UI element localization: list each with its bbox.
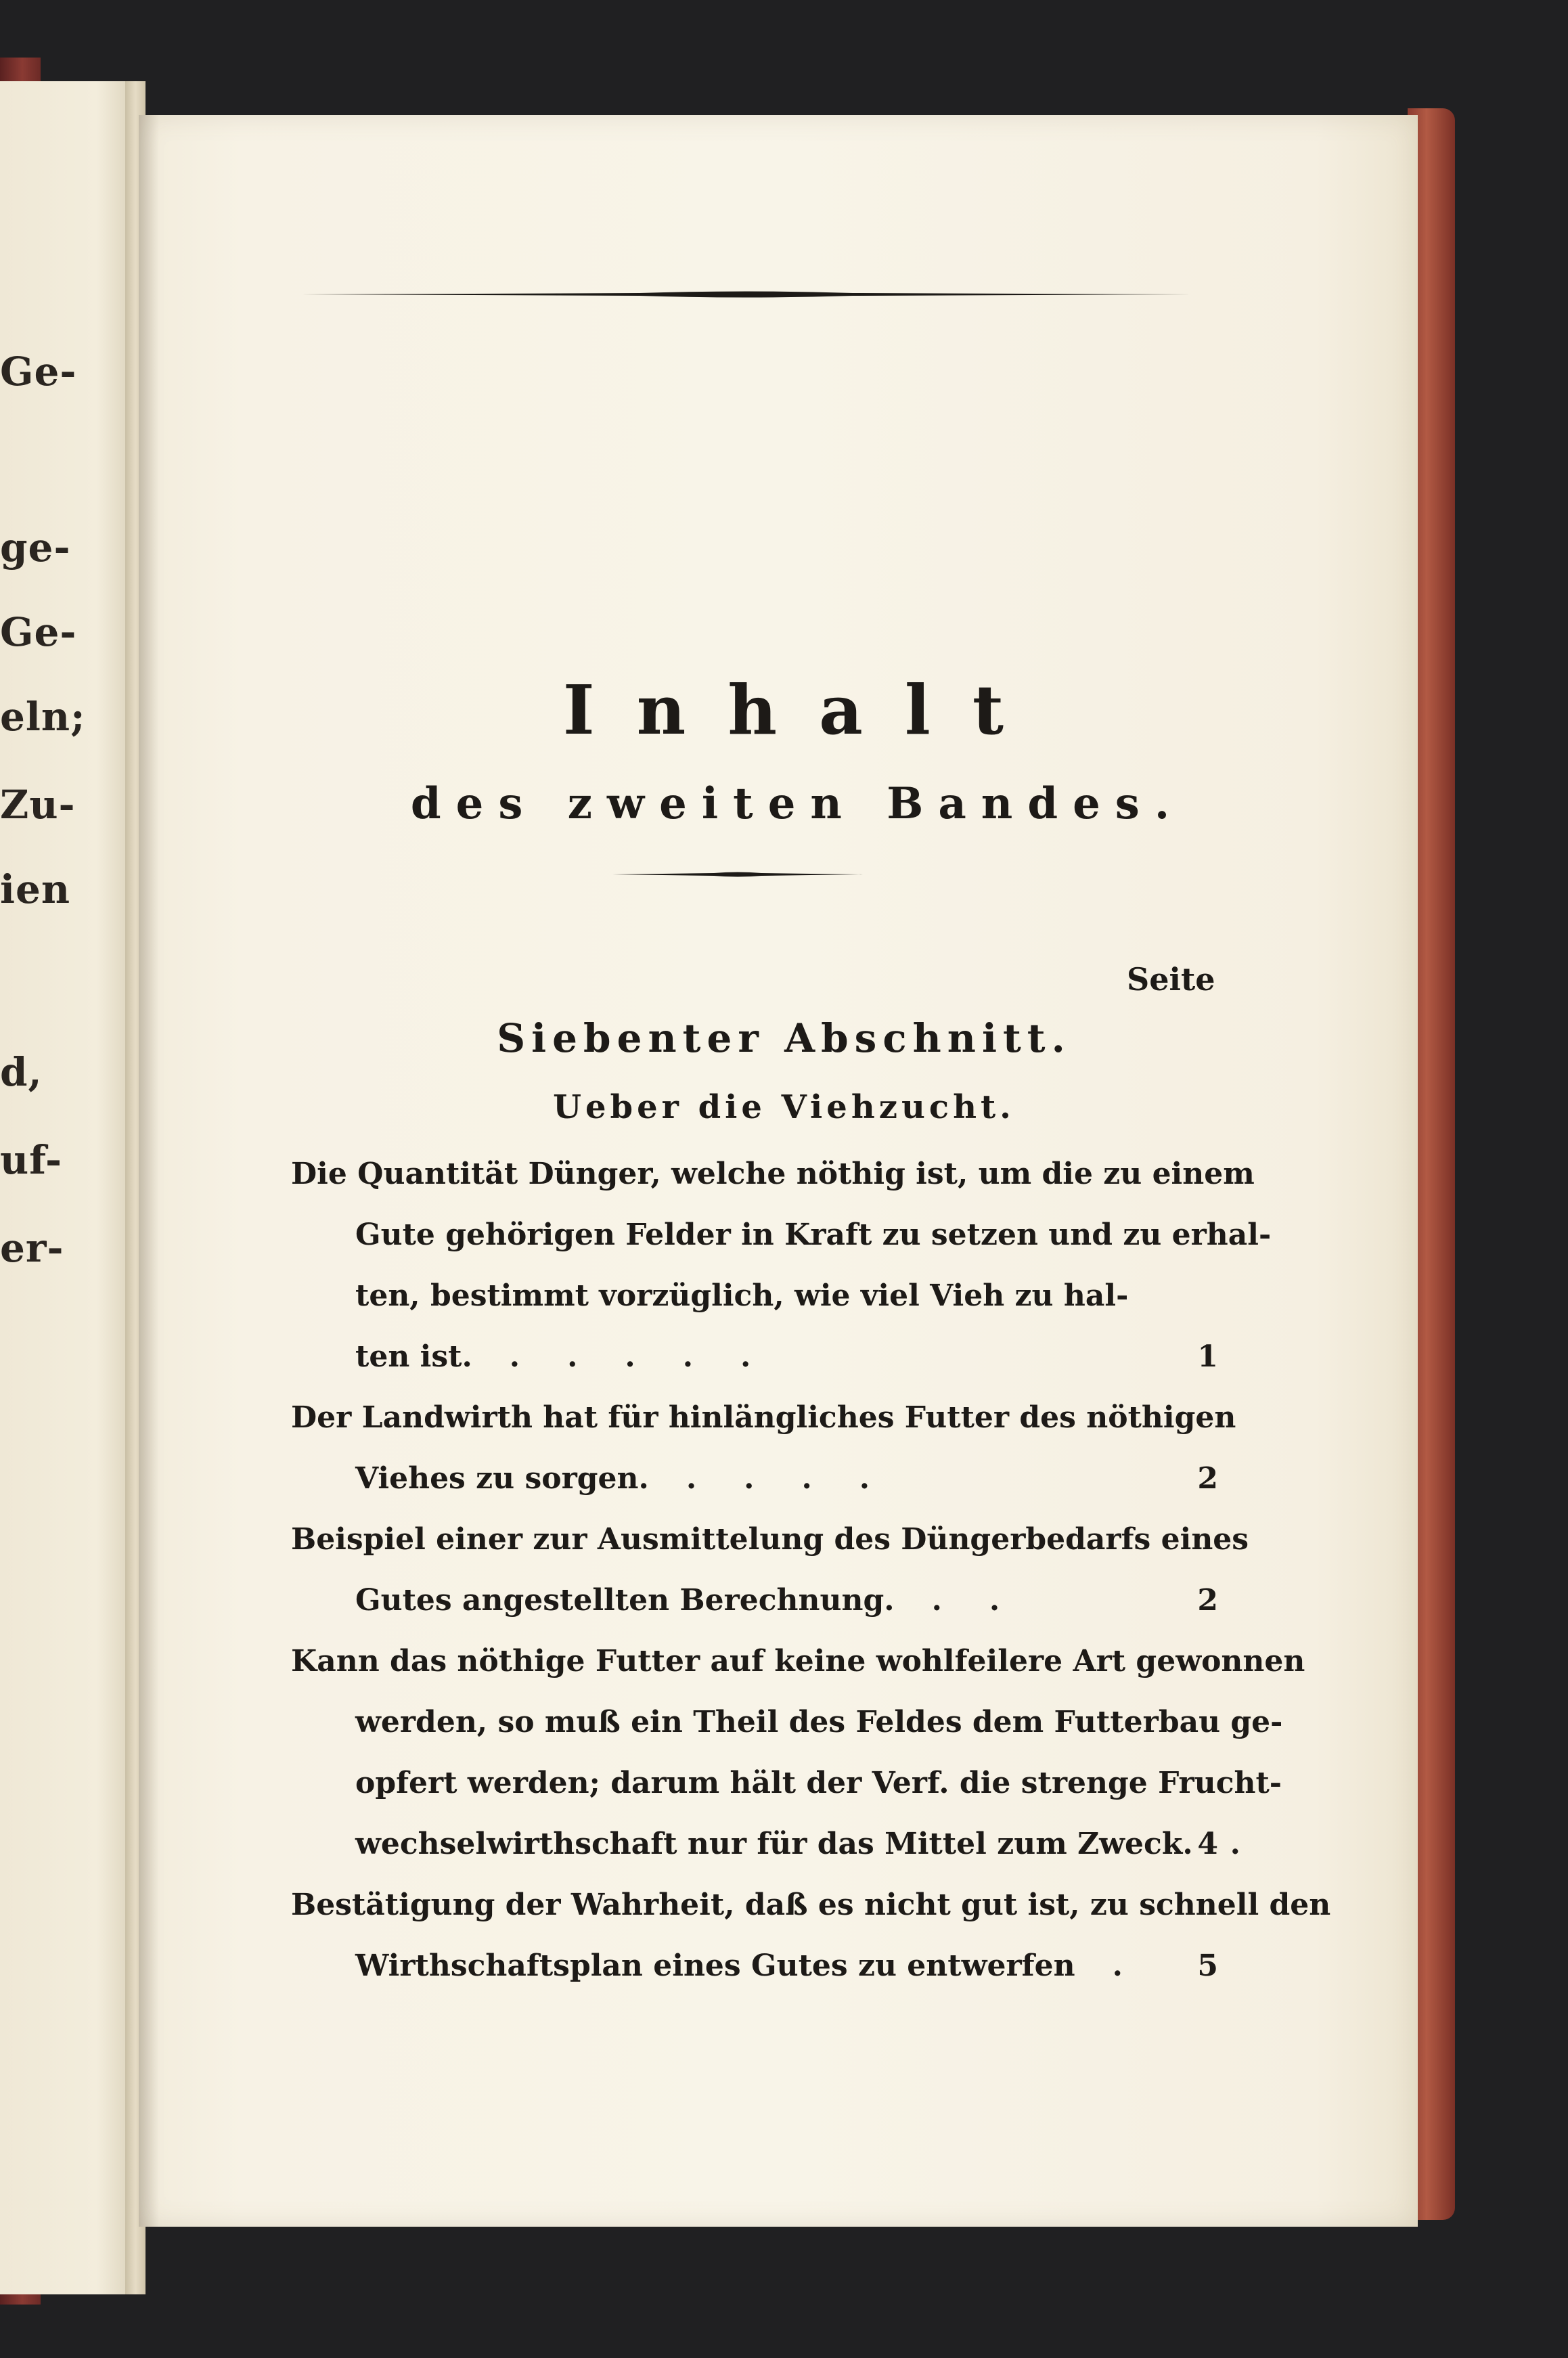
leader-dots: .	[1112, 1949, 1170, 1983]
leader-dots: ....	[686, 1461, 918, 1496]
left-page	[0, 81, 139, 2294]
toc-entry-line	[291, 1509, 1249, 1570]
left-page-fragment: Ge-	[0, 609, 77, 655]
toc-page-number: 1	[1197, 1339, 1218, 1374]
left-page-fragment: uf-	[0, 1137, 63, 1183]
section-subtitle: Ueber die Viehzucht.	[553, 1088, 1015, 1126]
toc-text: Beispiel einer zur Ausmittelung des Düngerbedarfs eines	[291, 1522, 1249, 1557]
leader-dots: .	[1230, 1827, 1288, 1861]
left-page-fragment: ge-	[0, 525, 71, 571]
toc-page-number: 5	[1197, 1949, 1218, 1983]
section-title: Siebenter Abschnitt.	[497, 1015, 1071, 1061]
toc-entry-line	[291, 1631, 1305, 1692]
page-subtitle: des zweiten Bandes.	[410, 778, 1185, 829]
leader-dots: .....	[509, 1339, 799, 1374]
toc-text: Gutes angestellten Berechnung.	[355, 1583, 895, 1618]
toc-text: opfert werden; darum hält der Verf. die strenge Frucht-	[355, 1766, 1282, 1800]
toc-page-number: 2	[1197, 1461, 1218, 1496]
toc-entry-line	[291, 1753, 1282, 1814]
page-title: Inhalt	[562, 670, 1046, 750]
toc-entry-line	[291, 1814, 1288, 1875]
toc-text: Der Landwirth hat für hinlängliches Futter des nöthigen	[291, 1400, 1236, 1435]
page-column-label: Seite	[1127, 961, 1215, 998]
ornamental-rule-middle	[612, 871, 863, 878]
left-page-fragment: d,	[0, 1049, 43, 1095]
left-page-fragment: ien	[0, 866, 71, 912]
toc-entry-line	[291, 1144, 1255, 1205]
toc-entry-line	[291, 1936, 1218, 1997]
toc-text: ten ist.	[355, 1339, 472, 1374]
toc-text: Bestätigung der Wahrheit, daß es nicht gut ist, zu schnell den	[291, 1888, 1331, 1922]
ornamental-rule-top	[301, 290, 1191, 299]
left-page-fragment: er-	[0, 1225, 64, 1271]
toc-entry-line	[291, 1875, 1331, 1936]
toc-entry-line	[291, 1205, 1272, 1266]
toc-text: Wirthschaftsplan eines Gutes zu entwerfen	[355, 1949, 1075, 1983]
table-of-contents	[291, 1144, 1331, 1997]
toc-text: werden, so muß ein Theil des Feldes dem Futterbau ge-	[355, 1705, 1283, 1739]
page-fold-shadow	[139, 115, 159, 2227]
toc-text: ten, bestimmt vorzüglich, wie viel Vieh zu hal-	[355, 1278, 1129, 1313]
left-page-fragment: Zu-	[0, 782, 76, 828]
toc-text: Die Quantität Dünger, welche nöthig ist, um die zu einem	[291, 1157, 1255, 1191]
left-page-fragment: eln;	[0, 694, 86, 740]
toc-entry-line	[291, 1692, 1283, 1753]
toc-text: Viehes zu sorgen.	[355, 1461, 649, 1496]
toc-entry-line	[291, 1448, 1218, 1509]
toc-text: Kann das nöthige Futter auf keine wohlfeilere Art gewonnen	[291, 1644, 1305, 1678]
leader-dots: ..	[931, 1583, 1048, 1618]
toc-page-number: 4	[1197, 1827, 1218, 1861]
toc-entry-line	[291, 1327, 1218, 1387]
toc-page-number: 2	[1197, 1583, 1218, 1618]
toc-entry-line	[291, 1387, 1236, 1448]
toc-text: wechselwirthschaft nur für das Mittel zum Zweck.	[355, 1827, 1193, 1861]
toc-entry-line	[291, 1570, 1218, 1631]
toc-text: Gute gehörigen Felder in Kraft zu setzen und zu erhal-	[355, 1218, 1272, 1252]
left-page-fragment: Ge-	[0, 349, 77, 395]
toc-entry-line	[291, 1266, 1218, 1327]
